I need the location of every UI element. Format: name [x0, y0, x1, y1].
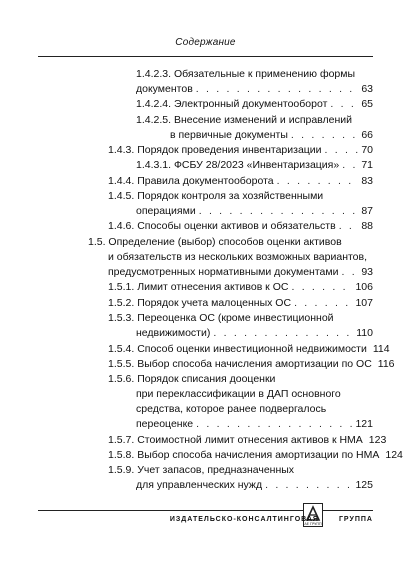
page-title: Содержание [175, 37, 236, 48]
leader-dots [339, 220, 359, 233]
toc-entry-1-5-6-cont3: переоценке . . . 121 [136, 418, 373, 431]
toc-entry-1-4-2-3[interactable]: 1.4.2.3. Обязательные к применению формы [136, 68, 356, 80]
page-number: 83 [361, 175, 373, 187]
page-number: 88 [361, 220, 373, 232]
page-number: 125 [355, 479, 373, 491]
leader-dots [199, 205, 359, 218]
toc-entry-1-5-cont2: предусмотренных нормативными документами . . . 93 [108, 266, 373, 279]
page-number: 123 [368, 434, 387, 446]
toc-entry-1-4-5-cont: операциями . . . 87 [136, 205, 373, 218]
toc-entry-1-5-3-cont: недвижимости) . . . 110 [136, 327, 373, 340]
leader-dots [196, 418, 352, 431]
page-number: 124 [385, 449, 403, 461]
toc-entry-1-5-6-cont1: при переклассификации в ДАП основного [136, 388, 341, 400]
leader-dots [213, 327, 353, 340]
page-number: 114 [372, 343, 390, 355]
toc-entry-1-4-2-5[interactable]: 1.4.2.5. Внесение изменений и исправлений [136, 114, 353, 126]
toc-entry-1-4-3-1[interactable]: 1.4.3.1. ФСБУ 28/2023 «Инвентаризация» . . . 71 [136, 159, 373, 172]
toc-entry-1-5-4[interactable]: 1.5.4. Способ оценки инвестиционной недвижимости 114 [108, 343, 390, 355]
publisher-name [170, 516, 373, 523]
toc-entry-1-4-2-3-cont: документов . . . 63 [136, 83, 373, 96]
toc-entry-1-4-4[interactable]: 1.4.4. Правила документооборота . . . 83 [108, 175, 373, 188]
toc-entry-1-5-2[interactable]: 1.5.2. Порядок учета малоценных ОС . . . 107 [108, 297, 373, 310]
page-number: 93 [361, 266, 373, 278]
toc-entry-1-5-1[interactable]: 1.5.1. Лимит отнесения активов к ОС . . . 106 [108, 281, 373, 294]
leader-dots [277, 175, 359, 188]
toc-entry-1-4-2-5-cont: в первичные документы . . . 66 [170, 129, 373, 142]
leader-dots [341, 266, 358, 279]
page-number: 121 [355, 418, 373, 430]
publisher-suffix: ГРУППА [338, 516, 373, 523]
toc-entry-1-5-3[interactable]: 1.5.3. Переоценка ОС (кроме инвестиционной [108, 312, 334, 324]
publisher-footer [38, 510, 373, 533]
toc-entry-1-5-6[interactable]: 1.5.6. Порядок списания дооценки [108, 373, 276, 385]
toc-entry-1-5-5[interactable]: 1.5.5. Выбор способа начисления амортизации по ОС 116 [108, 358, 395, 370]
toc-entry-1-4-2-4[interactable]: 1.4.2.4. Электронный документооборот . . . 65 [136, 98, 373, 111]
toc-entry-1-5-9-cont: для управленческих нужд . . . 125 [136, 479, 373, 492]
toc-entry-1-5[interactable]: 1.5. Определение (выбор) способов оценки активов [88, 236, 342, 248]
publisher-logo [303, 503, 323, 527]
leader-dots [196, 83, 359, 96]
svg-text:АЕ ГРУПП: АЕ ГРУПП [304, 522, 322, 526]
toc-entry-1-5-6-cont2: средства, которое ранее подвергалось [136, 403, 327, 415]
page-number: 63 [361, 83, 373, 95]
page-number: 110 [356, 327, 373, 339]
leader-dots [330, 98, 358, 111]
toc-entry-1-4-3[interactable]: 1.4.3. Порядок проведения инвентаризации . . . 70 [108, 144, 373, 157]
leader-dots [291, 281, 352, 294]
toc-entry-1-5-7[interactable]: 1.5.7. Стоимостной лимит отнесения активов к НМА 123 [108, 434, 387, 446]
page-number: 70 [361, 144, 373, 156]
page-number: 87 [361, 205, 373, 217]
page-number: 116 [377, 358, 395, 370]
publisher-prefix: ИЗДАТЕЛЬСКО-КОНСАЛТИНГОВАЯ [169, 516, 319, 523]
toc-entry-1-4-6[interactable]: 1.4.6. Способы оценки активов и обязательств . . . 88 [108, 220, 373, 233]
toc-entry-1-5-8[interactable]: 1.5.8. Выбор способа начисления амортизации по НМА 124 [108, 449, 403, 461]
leader-dots [291, 129, 358, 142]
page-number: 66 [361, 129, 373, 141]
leader-dots [294, 297, 352, 310]
toc-entry-1-5-cont1: и обязательств из нескольких возможных вариантов, [108, 251, 368, 263]
page-number: 65 [361, 98, 373, 110]
page-number: 106 [355, 281, 373, 293]
leader-dots [342, 159, 358, 172]
toc-entry-1-4-5[interactable]: 1.4.5. Порядок контроля за хозяйственными [108, 190, 324, 202]
page-number: 107 [355, 297, 373, 309]
leader-dots [265, 479, 352, 492]
page-number: 71 [361, 159, 373, 171]
leader-dots [325, 144, 359, 157]
toc-entry-1-5-9[interactable]: 1.5.9. Учет запасов, предназначенных [108, 464, 295, 476]
